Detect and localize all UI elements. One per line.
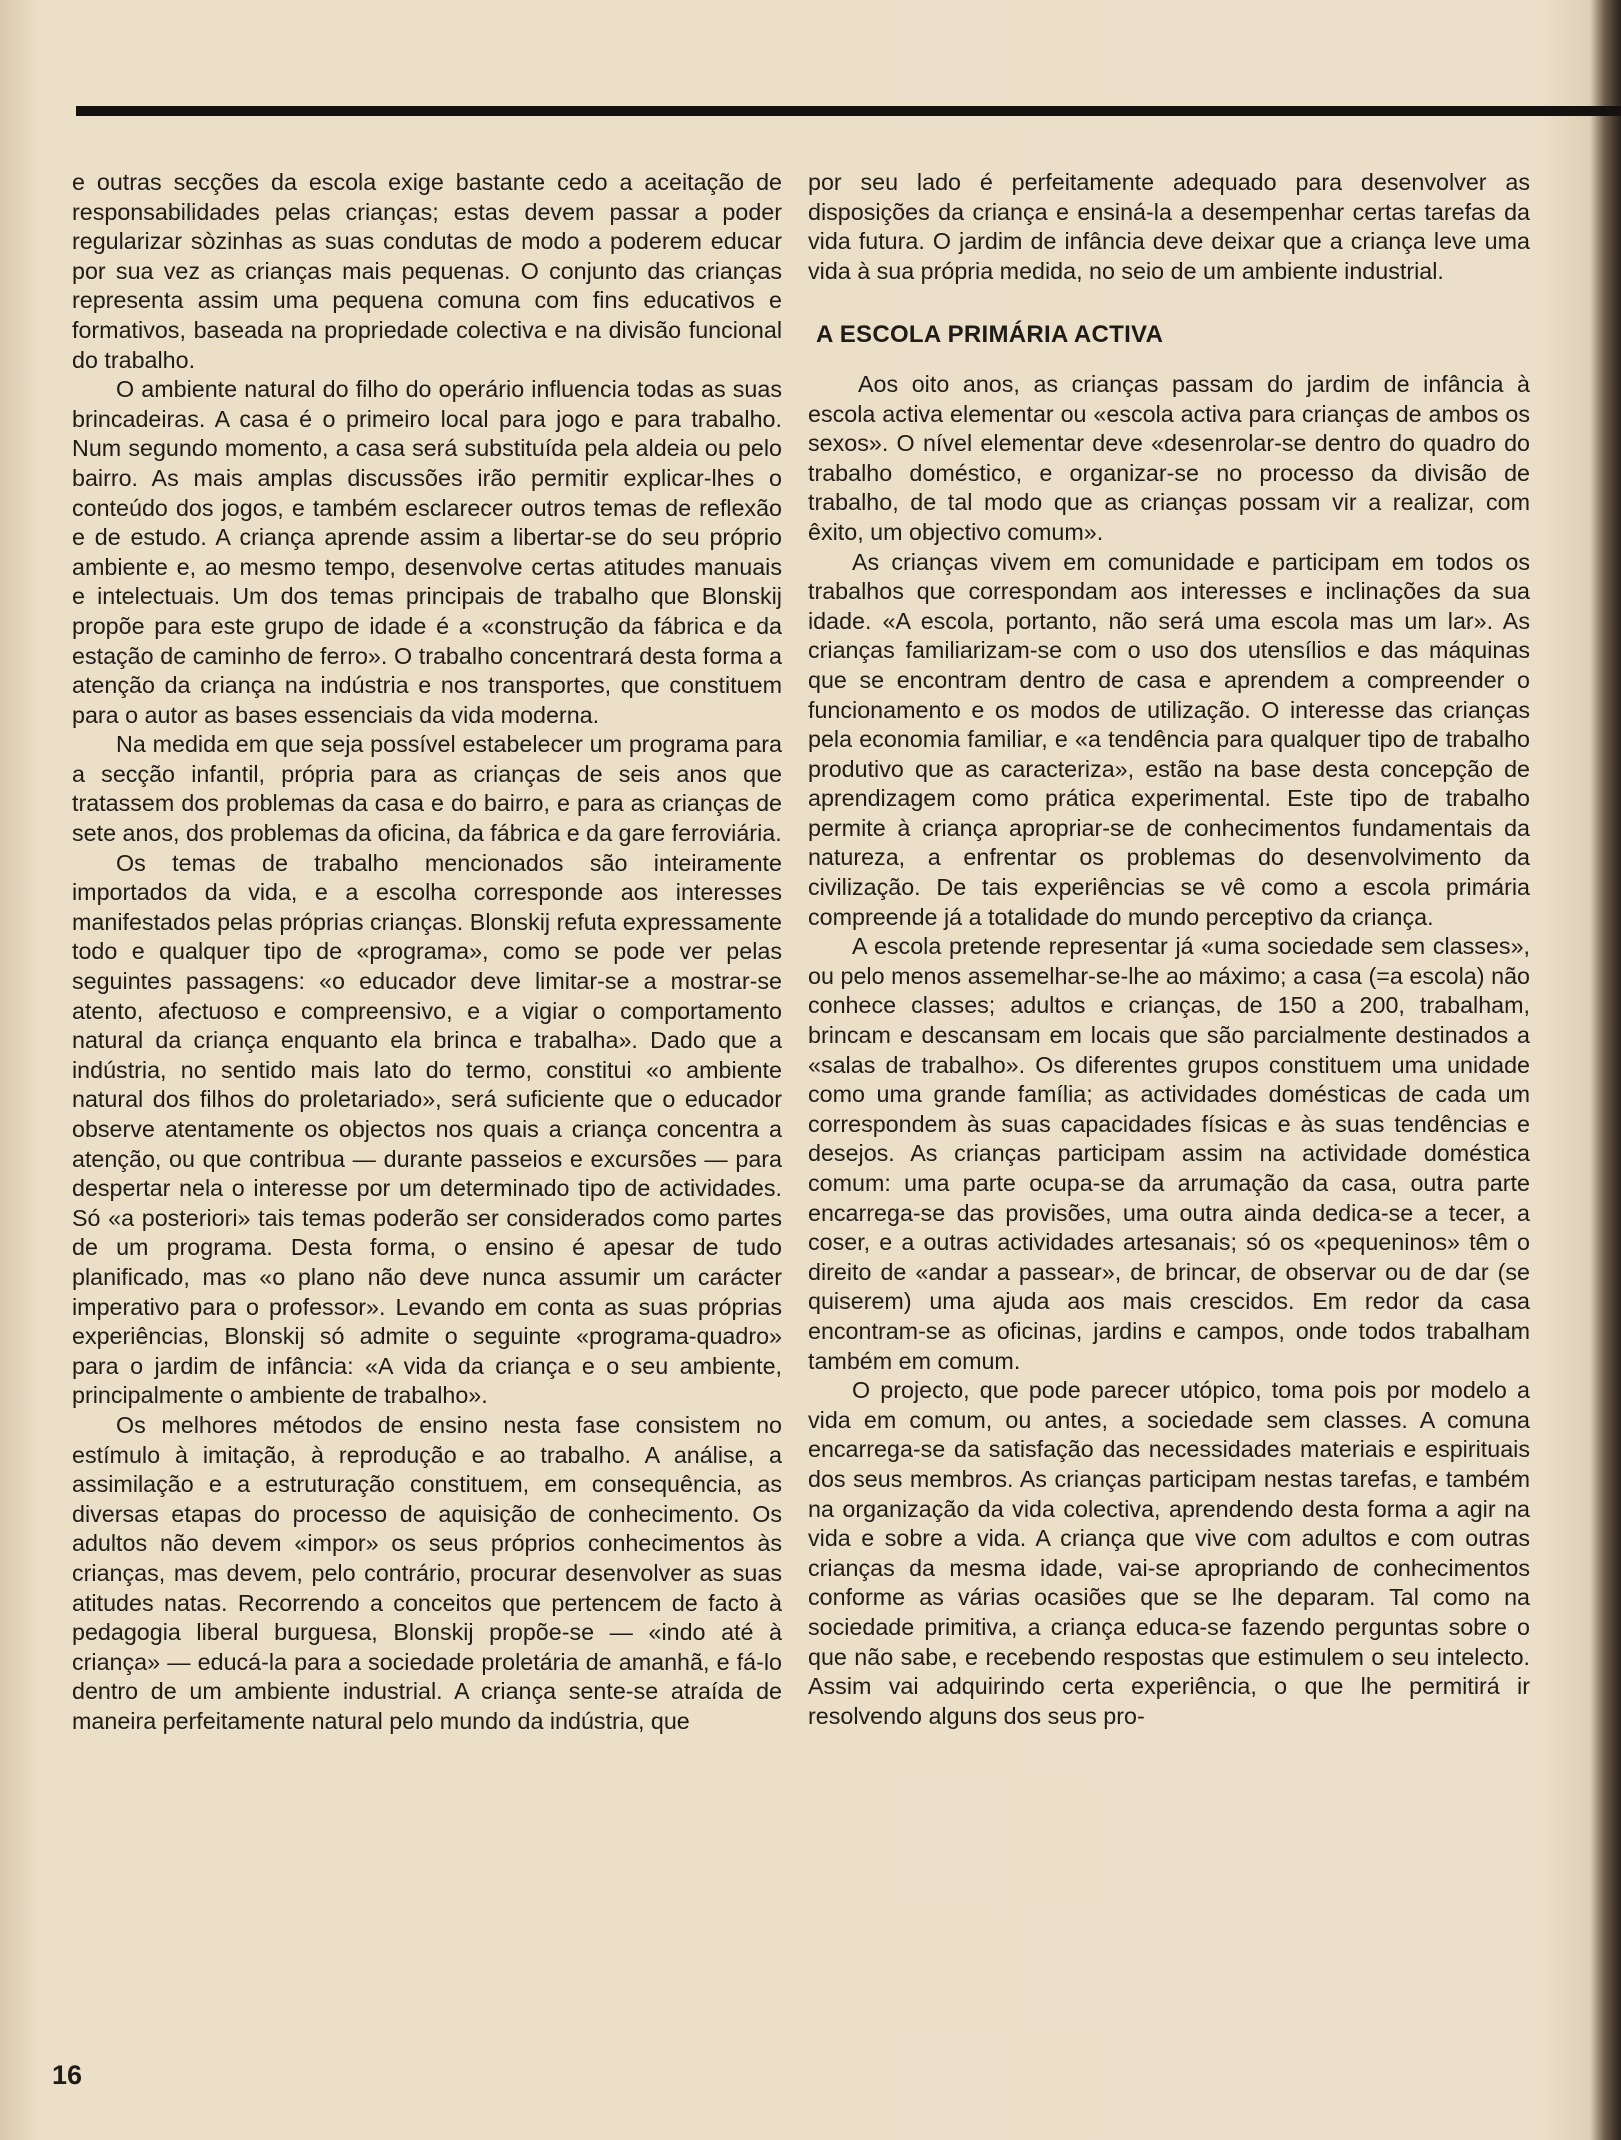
paragraph: Os melhores métodos de ensino nesta fase consistem no estímulo à imitação, à reprodução e ao trabalho. A análise, a assimilação e a estruturação constituem, em consequência, as diversas etapas do processo de aquisição de conhecimento. Os adultos não devem «impor» os seus próprios conhecimentos às crianças, mas devem, pelo contrário, procurar desenvolver as suas atitudes natas. Recorrendo a conceitos que pertencem de facto à pedagogia liberal burguesa, Blonskij propõe-se — «indo até à criança» — educá-la para a sociedade proletária de amanhã, e fá-lo dentro de um ambiente industrial. A criança sente-se atraída de maneira perfeitamente natural pelo mundo da indústria, que — [72, 1411, 782, 1734]
left-column — [72, 168, 782, 1736]
paragraph: O ambiente natural do filho do operário influencia todas as suas brincadeiras. A casa é o primeiro local para jogo e para trabalho. Num segundo momento, a casa será substituída pela aldeia ou pelo bairro. As mais amplas discussões irão permitir explicar-lhes o conteúdo dos jogos, e também esclarecer outros temas de reflexão e de estudo. A criança aprende assim a libertar-se do seu próprio ambiente e, ao mesmo tempo, desenvolve certas atitudes manuais e intelectuais. Um dos temas principais de trabalho que Blonskij propõe para este grupo de idade é a «construção da fábrica e da estação de caminho de ferro». O trabalho concentrará desta forma a atenção da criança na indústria e nos transportes, que constituem para o autor as bases essenciais da vida moderna. — [72, 376, 782, 728]
paragraph: Na medida em que seja possível estabelecer um programa para a secção infantil, própria para as crianças de seis anos que tratassem dos problemas da casa e do bairro, e para as crianças de sete anos, dos problemas da oficina, da fábrica e da gare ferroviária. — [72, 731, 782, 847]
paragraph: O projecto, que pode parecer utópico, toma pois por modelo a vida em comum, ou antes, a sociedade sem classes. A comuna encarrega-se da satisfação das necessidades materiais e espirituais dos seus membros. As crianças participam nestas tarefas, e também na organização da vida colectiva, aprendendo desta forma a agir na vida e sobre a vida. A criança que vive com adultos e com outras crianças da mesma idade, vai-se apropriando de conhecimentos conforme as várias ocasiões que se lhe deparam. Tal como na sociedade primitiva, a criança educa-se fazendo perguntas sobre o que não sabe, e recebendo respostas que estimulem o seu intelecto. Assim vai adquirindo certa experiência, o que lhe permitirá ir resolvendo alguns dos seus pro- — [808, 1377, 1530, 1729]
section-heading: A ESCOLA PRIMÁRIA ACTIVA — [816, 321, 1164, 349]
paragraph: A escola pretende representar já «uma sociedade sem classes», ou pelo menos assemelhar-se-lhe ao máximo; a casa (=a escola) não conhece classes; adultos e crianças, de 150 a 200, trabalham, brincam e descansam em locais que são parcialmente destinados a «salas de trabalho». Os diferentes grupos constituem uma unidade como uma grande família; as actividades domésticas de cada um correspondem às suas capacidades físicas e às suas tendências e desejos. As crianças participam assim na actividade doméstica comum: uma parte ocupa-se da arrumação da casa, outra parte encarrega-se das provisões, uma outra ainda dedica-se a tecer, a coser, e a outras actividades artesanais; só os «pequeninos» têm o direito de «andar a passear», de brincar, de observar ou de dar (se quiserem) uma ajuda aos mais crescidos. Em redor da casa encontram-se as oficinas, jardins e campos, onde todos trabalham também em comum. — [808, 933, 1530, 1374]
paragraph: e outras secções da escola exige bastante cedo a aceitação de responsabilidades pelas crianças; estas devem passar a poder regularizar sòzinhas as suas condutas de modo a poderem educar por sua vez as crianças mais pequenas. O conjunto das crianças representa assim uma pequena comuna com fins educativos e formativos, baseada na propriedade colectiva e na divisão funcional do trabalho. — [72, 169, 782, 373]
page-number: 16 — [52, 2060, 83, 2090]
paragraph: por seu lado é perfeitamente adequado para desenvolver as disposições da criança e ensiná-la a desempenhar certas tarefas da vida futura. O jardim de infância deve deixar que a criança leve uma vida à sua própria medida, no seio de um ambiente industrial. — [808, 169, 1530, 284]
paragraph: Os temas de trabalho mencionados são inteiramente importados da vida, e a escolha corresponde aos interesses manifestados pelas próprias crianças. Blonskij refuta expressamente todo e qualquer tipo de «programa», como se pode ver pelas seguintes passagens: «o educador deve limitar-se a mostrar-se atento, afectuoso e compreensivo, e a vigiar o comportamento natural da criança enquanto ela brinca e trabalha». Dado que a indústria, no sentido mais lato do termo, constitui «o ambiente natural dos filhos do proletariado», será suficiente que o educador observe atentamente os objectos nos quais a criança concentra a atenção, ou que contribua — durante passeios e excursões — para despertar nela o interesse por um determinado tipo de actividades. Só «a posteriori» tais temas poderão ser considerados como partes de um programa. Desta forma, o ensino é apesar de tudo planificado, mas «o plano não deve nunca assumir um carácter imperativo para o professor». Levando em conta as suas próprias experiências, Blonskij só admite o seguinte «programa-quadro» para o jardim de infância: «A vida da criança e o seu ambiente, principalmente o ambiente de trabalho». — [72, 849, 782, 1409]
paragraph: Aos oito anos, as crianças passam do jardim de infância à escola activa elementar ou «escola activa para crianças de ambos os sexos». O nível elementar deve «desenrolar-se dentro do quadro do trabalho doméstico, e organizar-se no processo da divisão de trabalho, de tal modo que as crianças possam vir a realizar, com êxito, um objectivo comum». — [808, 370, 1530, 545]
paragraph: As crianças vivem em comunidade e participam em todos os trabalhos que correspondam aos interesses e inclinações da sua idade. «A escola, portanto, não será uma escola mas um lar». As crianças familiarizam-se com o uso dos utensílios e das máquinas que se encontram dentro de casa e aprendem a compreender o funcionamento e os modos de utilização. O interesse das crianças pela economia familiar, e «a tendência para qualquer tipo de trabalho produtivo que as caracteriza», estão na base desta concepção de aprendizagem como prática experimental. Este tipo de trabalho permite à criança apropriar-se de conhecimentos fundamentais da natureza, a enfrentar os problemas do desenvolvimento da civilização. De tais experiências se vê como a escola primária compreende já a totalidade do mundo perceptivo da criança. — [808, 548, 1530, 930]
top-rule — [76, 106, 1621, 116]
right-column — [808, 168, 1530, 1731]
